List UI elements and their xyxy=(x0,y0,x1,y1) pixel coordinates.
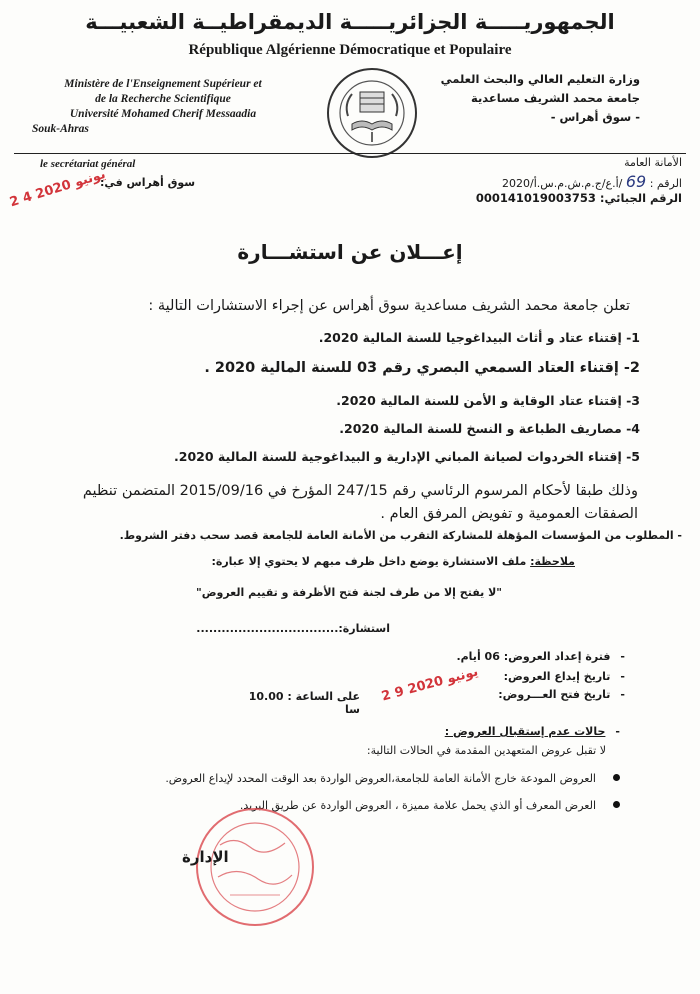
institution-fr xyxy=(28,77,298,137)
note-text: ملف الاستشارة يوضع داخل ظرف مبهم لا يحتوي إلا عبارة: xyxy=(211,555,531,568)
reference-suffix: /أ.ع/ج.م.ش.م.س.أ/2020 xyxy=(502,177,623,190)
date-stamp: 2 4 يونيو 2020 xyxy=(8,166,108,211)
reference-handwritten: 69 xyxy=(625,172,647,191)
required-note: - المطلوب من المؤسسات المؤهلة للمشاركة التقرب من الأمانة العامة للجامعة قصد سحب دفتر الشروط. xyxy=(119,529,682,542)
university-logo xyxy=(322,64,422,162)
opening-time xyxy=(240,690,360,716)
place-date: سوق أهراس في: xyxy=(100,176,196,189)
intro-text: تعلن جامعة محمد الشريف مساعدية سوق أهراس عن إجراء الاستشارات التالية : xyxy=(148,298,630,314)
opening-time-label: على الساعة : xyxy=(287,690,360,703)
date-stamp: 2 9 يونيو 2020 xyxy=(380,664,480,705)
tax-id xyxy=(476,191,682,205)
deposit-date-label: تاريخ إيداع العروض: xyxy=(503,670,611,683)
conditions-intro: لا تقبل عروض المتعهدين المقدمة في الحالات التالية: xyxy=(366,744,606,757)
institution-ar-line: - سوق أهراس - xyxy=(550,110,640,124)
consultation-item: 2- إقتناء العتاد السمعي البصري رقم 03 للسنة المالية 2020 . xyxy=(204,360,640,376)
logo-emblem-icon xyxy=(322,64,422,162)
reference-number xyxy=(502,172,682,191)
announcement-title: إعـــلان عن استشـــارة xyxy=(237,240,463,264)
prep-period-text: فترة إعداد العروض: 06 أيام. xyxy=(456,650,611,663)
institution-fr-line: Ministère de l'Enseignement Supérieur et xyxy=(64,78,262,90)
condition-item xyxy=(56,799,596,812)
tax-id-value: 000141019003753 xyxy=(475,191,596,205)
opening-date-label: تاريخ فتح العـــروض: xyxy=(498,688,611,701)
deposit-date: -تاريخ إيداع العروض: xyxy=(503,670,625,683)
institution-fr-line: Souk-Ahras xyxy=(32,123,89,135)
institution-ar xyxy=(430,70,640,127)
opening-date: -تاريخ فتح العـــروض: xyxy=(498,688,625,701)
conditions-heading: -حالات عدم إستقبال العروض : xyxy=(444,725,620,738)
envelope-quote: "لا يفتح إلا من طرف لجنة فتح الأظرفة و تقييم العروض" xyxy=(195,586,502,599)
bullet-dot-icon xyxy=(613,774,620,781)
reference-label: الرقم : xyxy=(649,177,682,190)
institution-ar-line: جامعة محمد الشريف مساعدية xyxy=(470,91,640,105)
header-divider xyxy=(14,153,686,154)
condition-item xyxy=(56,772,596,785)
decree-text: وذلك طبقا لأحكام المرسوم الرئاسي رقم 247/15 المؤرخ في 2015/09/16 المتضمن تنظيم الصفقات العمومية و تفويض المرفق العام . xyxy=(82,483,638,522)
institution-fr-line: Université Mohamed Cherif Messaadia xyxy=(69,108,257,120)
secretariat-ar: الأمانة العامة xyxy=(624,156,682,169)
tax-id-label: الرقم الجبائي: xyxy=(599,191,682,205)
conditions-heading-text: حالات عدم إستقبال العروض : xyxy=(444,725,606,738)
consultation-line: استشارة:.................................. xyxy=(196,622,390,635)
header-republic-ar: الجمهوريـــــة الجزائريـــــة الديمقراطيــة الشعبيـــة xyxy=(85,10,615,34)
opening-time-value: 10.00 سا xyxy=(248,690,360,716)
secretariat-fr: le secrétariat général xyxy=(40,158,136,170)
consultation-item: 4- مصاريف الطباعة و النسخ للسنة المالية 2020. xyxy=(339,421,640,436)
institution-ar-line: وزارة التعليم العالي والبحث العلمي xyxy=(440,72,640,86)
consultation-item: 1- إقتناء عتاد و أثاث البيداغوجيا للسنة المالية 2020. xyxy=(318,330,640,345)
condition-text: العروض المودعة خارج الأمانة العامة للجامعة،العروض الواردة بعد الوقت المحدد لإيداع العروض. xyxy=(165,772,596,785)
header-republic-fr: République Algérienne Démocratique et Populaire xyxy=(188,42,512,58)
consultation-item: 3- إقتناء عتاد الوقاية و الأمن للسنة المالية 2020. xyxy=(336,393,640,408)
signature-administration: الإدارة xyxy=(182,848,229,866)
note xyxy=(15,555,575,568)
note-label: ملاحظة: xyxy=(530,555,575,568)
prep-period: -فترة إعداد العروض: 06 أيام. xyxy=(456,650,625,663)
consultation-item: 5- إقتناء الخردوات لصيانة المباني الإدارية و البيداغوجية للسنة المالية 2020. xyxy=(174,449,640,464)
condition-text: العرض المعرف أو الذي يحمل علامة مميزة ، العروض الواردة عن طريق البريد. xyxy=(239,799,596,812)
bullet-dot-icon xyxy=(613,801,620,808)
institution-fr-line: de la Recherche Scientifique xyxy=(95,93,231,105)
